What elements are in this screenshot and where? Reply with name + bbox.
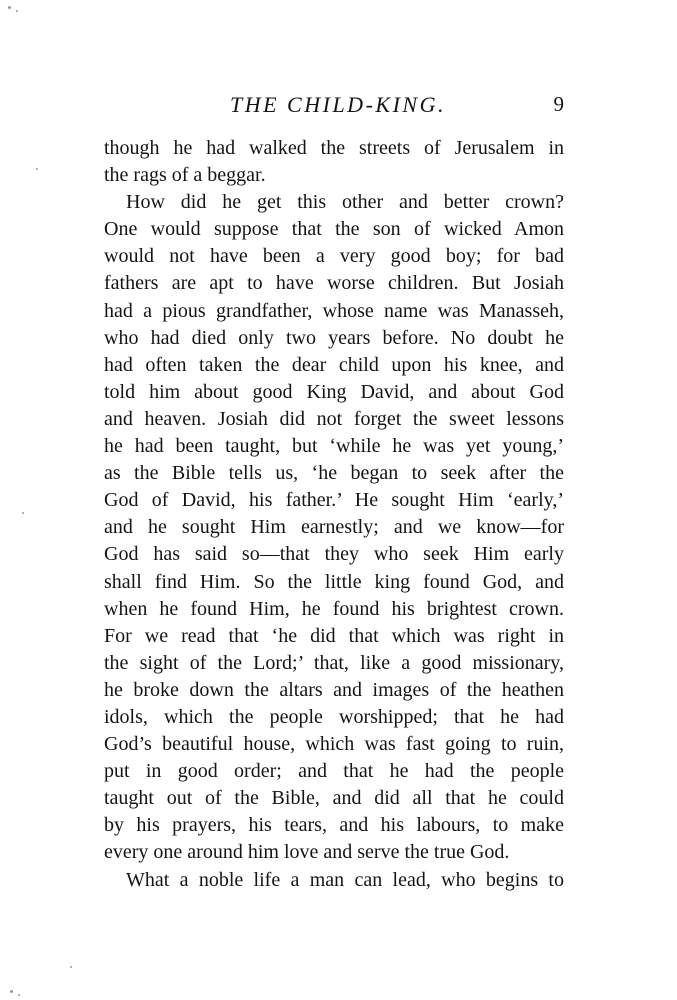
text-line: taught out of the Bible, and did all that he could xyxy=(104,787,564,810)
body-text xyxy=(104,135,564,894)
text-line: every one around him love and serve the true God. xyxy=(104,841,510,864)
text-line: What a noble life a man can lead, who begins to xyxy=(126,868,564,891)
text-line: God has said so—that they who seek Him early xyxy=(104,543,564,566)
text-line: One would suppose that the son of wicked Amon xyxy=(104,218,564,241)
scan-speck xyxy=(10,990,13,993)
text-line: by his prayers, his tears, and his labours, to make xyxy=(104,814,564,837)
text-line: though he had walked the streets of Jerusalem in xyxy=(104,137,564,159)
scan-speck xyxy=(70,966,72,968)
text-line: idols, which the people worshipped; that he had xyxy=(104,705,564,728)
page-number: 9 xyxy=(553,92,564,116)
text-line: as the Bible tells us, ‘he began to seek after the xyxy=(104,462,564,485)
text-line: put in good order; and that he had the people xyxy=(104,760,564,783)
scan-speck xyxy=(36,168,38,170)
text-line: God’s beautiful house, which was fast going to ruin, xyxy=(104,733,564,756)
text-line: the sight of the Lord;’ that, like a good missionary, xyxy=(104,651,564,674)
text-line: shall find Him. So the little king found God, and xyxy=(104,570,564,593)
text-line: he broke down the altars and images of the heathen xyxy=(104,678,564,701)
text-line: and heaven. Josiah did not forget the sweet lessons xyxy=(104,407,564,430)
text-line: when he found Him, he found his brightest crown. xyxy=(104,597,564,620)
text-line: the rags of a beggar. xyxy=(104,164,266,187)
text-line: For we read that ‘he did that which was right in xyxy=(104,624,564,647)
text-line: fathers are apt to have worse children. But Josiah xyxy=(104,272,564,295)
text-line: who had died only two years before. No doubt he xyxy=(104,326,564,349)
scan-speck xyxy=(18,994,20,996)
text-line: How did he get this other and better crown? xyxy=(126,191,564,214)
text-line: had often taken the dear child upon his knee, and xyxy=(104,353,564,376)
text-line: would not have been a very good boy; for bad xyxy=(104,245,564,268)
text-line: had a pious grandfather, whose name was Manasseh, xyxy=(104,299,564,322)
scan-speck xyxy=(22,512,24,514)
running-title: THE CHILD-KING. xyxy=(230,92,446,117)
text-line: he had been taught, but ‘while he was yet young,’ xyxy=(104,435,564,458)
running-header xyxy=(104,92,564,122)
scan-speck xyxy=(8,6,11,9)
text-line: told him about good King David, and about God xyxy=(104,380,564,403)
text-line: God of David, his father.’ He sought Him ‘early,’ xyxy=(104,489,564,512)
scan-speck xyxy=(16,10,18,12)
text-line: and he sought Him earnestly; and we know—for xyxy=(104,516,564,539)
